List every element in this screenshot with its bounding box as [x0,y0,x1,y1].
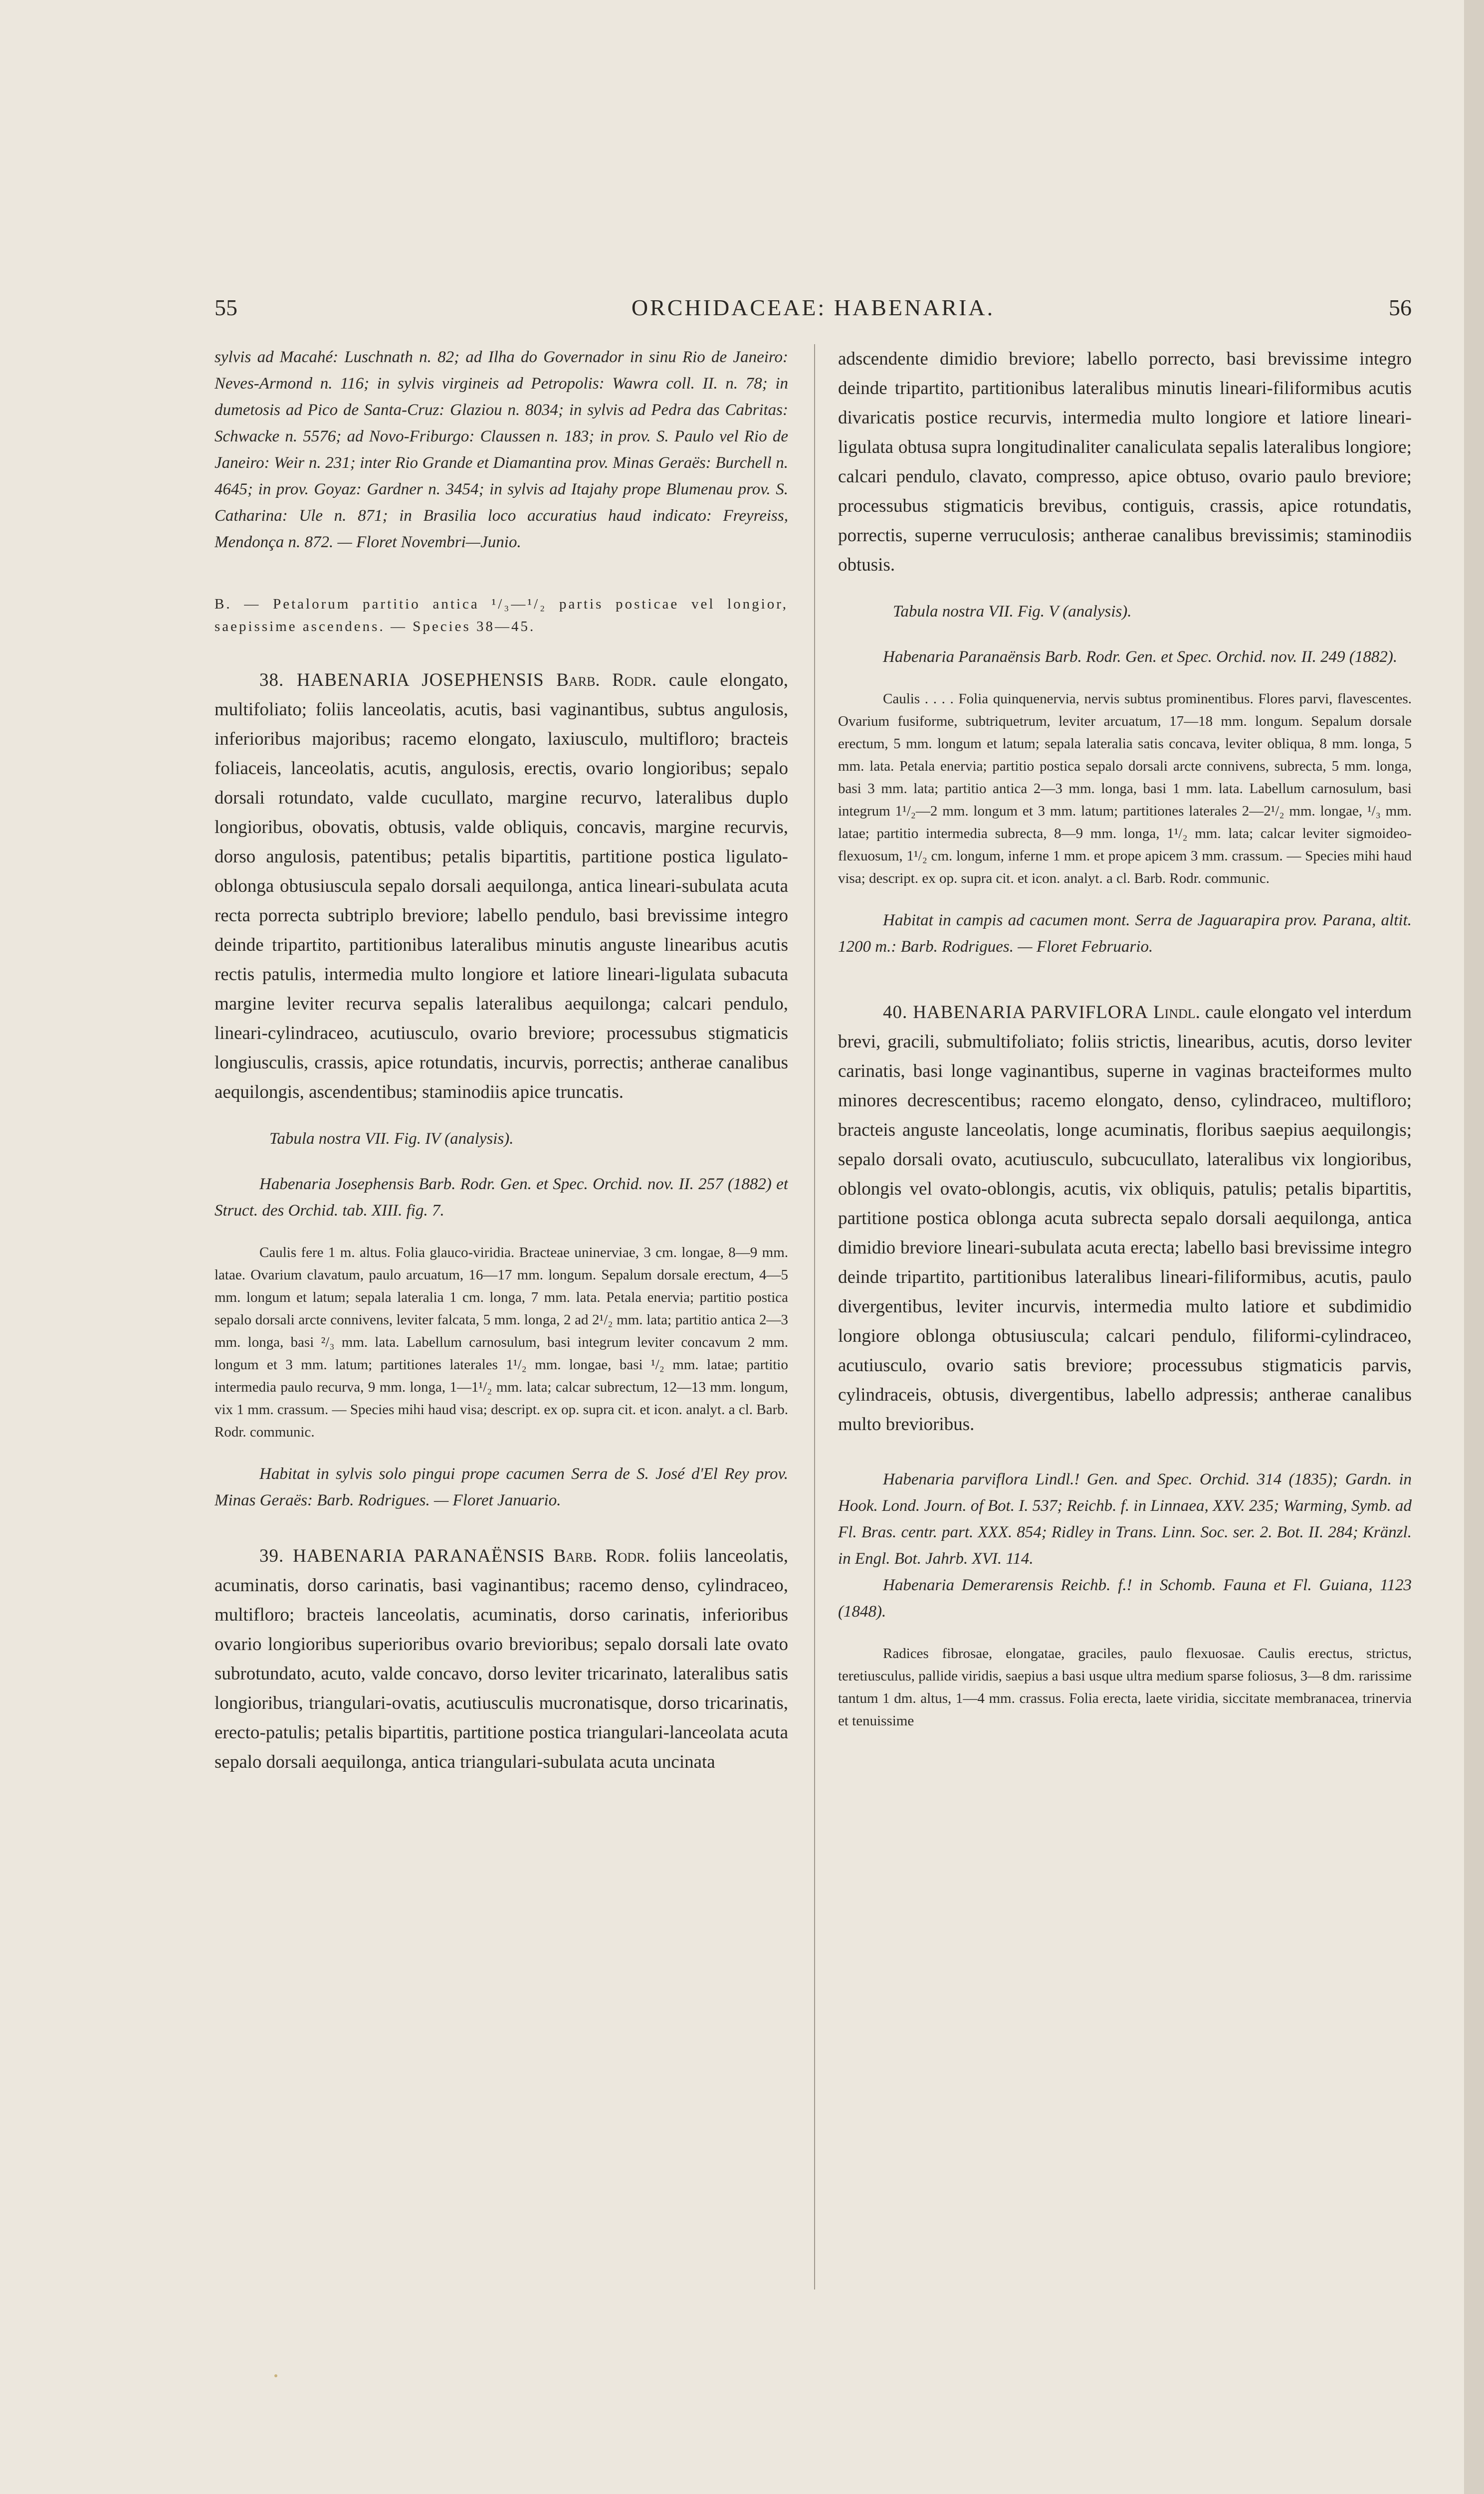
species-39-title: 39. HABENARIA PARANAËNSIS [259,1546,545,1566]
species-39-details: Caulis . . . . Folia quinquenervia, nervis subtus prominentibus. Flores parvi, flavescentes. Ovarium fusiforme, subtriquetrum, leviter arcuatum, 17—18 mm. longum. Sepalum dorsale erectum, 5 mm. longum et latum; sepala lateralia satis concava, leviter obliqua, 8 mm. longa, 5 mm. lata. Petala enervia; partitio postica sepalo dorsali arcte connivens, subrecta, 5 mm. longa, basi 3 mm. lata; partitio antica 2—3 mm. longa, basi 1 mm. lata. Labellum carnosulum, basi integrum 1¹/₂—2 mm. longum et 3 mm. latum; partitiones laterales 2—2¹/₂ mm. longae, ¹/₃ mm. latae; partitio intermedia subrecta, 8—9 mm. longa, 1¹/₂ mm. lata; calcar leviter sigmoideo-flexuosum, 1¹/₂ cm. longum, inferne 1 mm. et prope apicem 3 mm. crassum. — Species mihi haud visa; descript. ex op. supra cit. et icon. analyt. a cl. Barb. Rodr. communic. [838,691,1412,886]
species-40-details: Radices fibrosae, elongatae, graciles, paulo flexuosae. Caulis erectus, strictus, teretiusculus, pallide viridis, saepius a basi usque ultra medium sparse foliosus, 3—8 dm. rarissime tantum 1 dm. altus, 1—4 mm. crassus. Folia erecta, laete viridia, siccitate membranacea, trinervia et tenuissime [838,1646,1412,1729]
species-38-title: 38. HABENARIA JOSEPHENSIS [259,670,544,690]
species-38-habitat: Habitat in sylvis solo pingui prope cacumen Serra de S. José d'El Rey prov. Minas Geraës: Barb. Rodrigues. — Floret Januario. [214,1465,788,1509]
locality-list: sylvis ad Macahé: Luschnath n. 82; ad Ilha do Governador in sinu Rio de Janeiro: Neves-Armond n. 116; in sylvis virgineis ad Petropolis: Wawra coll. II. n. 78; in dumetosis ad Pico de Santa-Cruz: Glaziou n. 8034; in sylvis ad Pedra das Cabritas: Schwacke n. 5576; ad Novo-Friburgo: Claussen n. 183; in prov. S. Paulo vel Rio de Janeiro: Weir n. 231; inter Rio Grande et Diamantina prov. Minas Geraës: Burchell n. 4645; in prov. Goyaz: Gardner n. 3454; in sylvis ad Itajahy prope Blumenau prov. S. Catharina: Ule n. 871; in Brasilia loco accuratius haud indicato: Freyreiss, Mendonça n. 872. — Floret Novembri—Junio. [214,348,788,551]
species-38-author: Barb. Rodr. [556,670,657,690]
species-40-synonym: Habenaria Demerarensis Reichb. f.! in Schomb. Fauna et Fl. Guiana, 1123 (1848). [838,1576,1412,1621]
species-39-reference: Habenaria Paranaënsis Barb. Rodr. Gen. et Spec. Orchid. nov. II. 249 (1882). [883,648,1398,666]
right-column [838,344,1412,2389]
species-38-diagnosis: caule elongato, multifoliato; foliis lanceolatis, acutis, basi vaginantibus, subtus angulosis, inferioribus majoribus; racemo elongato, laxiusculo, multifloro; bracteis foliaceis, lanceolatis, acutis, angulosis, erectis, ovario longioribus; sepalo dorsali rotundato, valde cucullato, margine recurvo, lateralibus duplo longioribus, obovatis, obtusis, valde obliquis, concavis, margine recurvis, dorso angulosis, patentibus; petalis bipartitis, partitione postica ligulato-oblonga obtusiuscula sepalo dorsali aequilonga, antica lineari-subulata acuta recta porrecta subtriplo breviore; labello pendulo, basi brevissime integro deinde tripartito, partitionibus lateralibus minutis anguste linearibus acutis rectis patulis, intermedia multo longiore et latiore lineari-ligulata subacuta margine leviter recurva sepalis lateralibus aequilonga; calcari pendulo, lineari-cylindraceo, acutiusculo, ovario breviore; processubus stigmaticis longiusculis, crassis, apice rotundatis, incurvis, porrectis; antherae canalibus aequilongis, ascendentibus; staminodiis apice truncatis. [214,670,788,1102]
species-39-habitat: Habitat in campis ad cacumen mont. Serra de Jaguarapira prov. Parana, altit. 1200 m.: Barb. Rodrigues. — Floret Februario. [838,911,1412,956]
species-40-title: 40. HABENARIA PARVIFLORA [883,1002,1148,1023]
running-header [214,294,1412,324]
species-39-continuation: adscendente dimidio breviore; labello porrecto, basi brevissime integro deinde tripartito, partitionibus lateralibus minutis lineari-filiformibus acutis divaricatis postice recurvis, intermedia multo longiore et latiore lineari-ligulata obtusa supra longitudinaliter canaliculata sepalis lateralibus longiore; calcari pendulo, clavato, compresso, apice obtuso, ovario paulo breviore; processubus stigmaticis brevibus, contiguis, crassis, apice rotundatis, porrectis, superne verruculosis; antherae canalibus brevissimis; staminodiis obtusis. [838,349,1412,575]
species-38-details: Caulis fere 1 m. altus. Folia glauco-viridia. Bracteae uninerviae, 3 cm. longae, 8—9 mm. latae. Ovarium clavatum, paulo arcuatum, 16—17 mm. longum. Sepalum dorsale erectum, 4—5 mm. longum et latum; sepala lateralia 1 cm. longa, 7 mm. lata. Petala enervia; partitio postica sepalo dorsali arcte connivens, leviter falcata, 5 mm. longa, 2 ad 2¹/₂ mm. lata; partitio antica 2—3 mm. longa, basi ²/₃ mm. lata. Labellum carnosulum, basi integrum leviter concavum 2 mm. longum et 3 mm. latum; partitiones laterales 1¹/₂ mm. longae, basi ¹/₂ mm. latae; partitio intermedia paulo recurva, 9 mm. longa, 1—1¹/₂ mm. lata; calcar subrectum, 12—13 mm. longum, vix 1 mm. crassum. — Species mihi haud visa; descript. ex op. supra cit. et icon. analyt. a cl. Barb. Rodr. communic. [214,1245,788,1440]
species-39-diagnosis: foliis lanceolatis, acuminatis, dorso carinatis, basi vaginantibus; racemo denso, cylindraceo, multifloro; bracteis lanceolatis, acuminatis, dorso carinatis, inferioribus ovario longioribus superioribus ovario brevioribus; sepalo dorsali late ovato subrotundato, acuto, valde concavo, dorso leviter tricarinato, lateralibus satis longioribus, triangulari-ovatis, acutiusculis mucronatisque, dorso tricarinatis, erecto-patulis; petalis bipartitis, partitione postica triangulari-lanceolata acuta sepalo dorsali aequilonga, antica triangulari-subulata acuta uncinata [214,1546,788,1772]
species-40-author: Lindl. [1153,1002,1200,1023]
species-38-plate: Tabula nostra VII. Fig. IV (analysis). [269,1130,514,1148]
left-column [214,344,788,2389]
species-39-plate: Tabula nostra VII. Fig. V (analysis). [893,603,1132,621]
species-38-reference: Habenaria Josephensis Barb. Rodr. Gen. et Spec. Orchid. nov. II. 257 (1882) et Struct. des Orchid. tab. XIII. fig. 7. [214,1175,788,1220]
page-number-left: 55 [214,295,237,320]
running-title: ORCHIDACEAE: HABENARIA. [631,295,995,320]
species-40-reference: Habenaria parviflora Lindl.! Gen. and Spec. Orchid. 314 (1835); Gardn. in Hook. Lond. Journ. of Bot. I. 537; Reichb. f. in Linnaea, XXV. 235; Warming, Symb. ad Fl. Bras. centr. part. XXX. 854; Ridley in Trans. Linn. Soc. ser. 2. Bot. II. 284; Kränzl. in Engl. Bot. Jahrb. XVI. 114. [838,1470,1412,1568]
group-b-heading: B. — Petalorum partitio antica ¹/₃—¹/₂ partis posticae vel longior, saepissime ascendens. — Species 38—45. [214,596,788,634]
species-39-description [214,1541,788,1777]
page-number-right: 56 [1389,295,1412,320]
species-40-diagnosis: caule elongato vel interdum brevi, gracili, submultifoliato; foliis strictis, linearibus, acutis, dorso leviter carinatis, basi longe vaginantibus, superne in vaginas bracteiformes multo minores decrescentibus; racemo elongato, denso, cylindraceo, multifloro; bracteis anguste lanceolatis, longe acuminatis, floribus saepius aequilongis; sepalo dorsali ovato, acutiusculo, subcucullato, lateralibus vix longioribus, oblongis vel ovato-oblongis, acutis, vix obliquis, patulis; petalis bipartitis, partitione postica oblonga acuta subrecta sepalo dorsali aequilonga, antica dimidio breviore lineari-subulata acuta erecta; labello basi brevissime integro deinde tripartito, partitionibus lateralibus lineari-filiformibus, acutis, paulo divergentibus, leviter incurvis, intermedia multo latiore et subdimidio longiore oblonga obtusiuscula; calcari pendulo, filiformi-cylindraceo, acutiusculo, ovario satis breviore; processubus stigmaticis parvis, cylindraceis, obtusis, divergentibus, labello adpressis; antherae canalibus multo brevioribus. [838,1002,1412,1435]
species-40-description [838,998,1412,1439]
species-39-author: Barb. Rodr. [553,1546,650,1566]
species-38-description [214,665,788,1107]
column-divider [814,344,815,2289]
page-edge [1464,0,1484,2494]
